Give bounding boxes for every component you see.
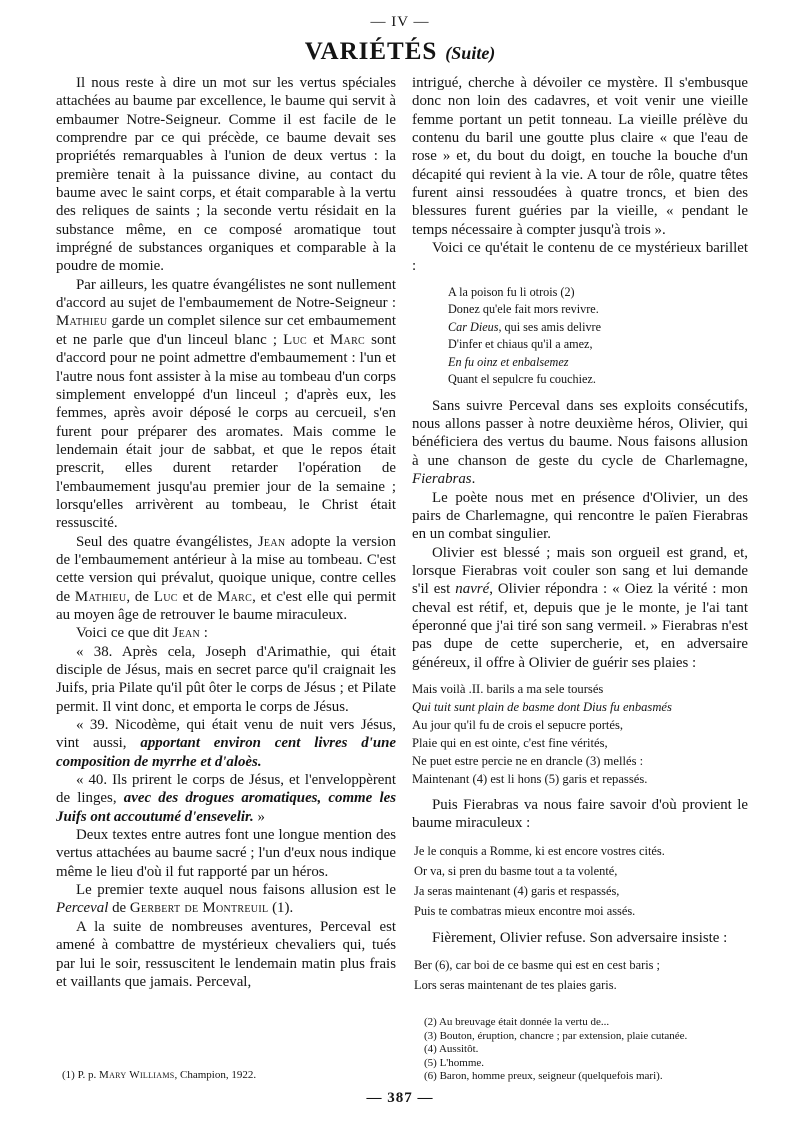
footnote: (1) P. p. Mary Williams, Champion, 1922. (62, 1069, 257, 1081)
quote-verse-38: « 38. Après cela, Joseph d'Arimathie, qui était disciple de Jésus, mais en secret parce qu'il craignait les Juifs, pria Pilate qu'il pût ôter le corps de Jésus ; et Pilate permit. Il vint donc, et emporta le corps de Jésus. (56, 643, 396, 715)
verse-line: Mais voilà .II. barils a ma sele toursés (412, 681, 604, 696)
name-luc: Luc (153, 588, 178, 605)
footnotes (424, 1016, 754, 1084)
verse-line: Quant el sepulcre fu couchiez. (448, 372, 596, 387)
verse-line: Maintenant (4) est li hons (5) garis et repassés. (412, 771, 648, 786)
name-marc: Marc (217, 588, 253, 605)
paragraph: Puis Fierabras va nous faire savoir d'où provient le baume miraculeux : (412, 796, 748, 832)
verse-line: Plaie qui en est ointe, c'est fine vérités, (412, 735, 608, 750)
right-column (412, 74, 748, 1003)
verse-line: Car Dieus, qui ses amis delivre (448, 319, 602, 334)
verse-line: Au jour qu'il fu de crois el sepucre portés, (412, 717, 624, 732)
footnote: (2) Au breuvage était donnée la vertu de... (424, 1016, 610, 1028)
paragraph: A la suite de nombreuses aventures, Perceval est amené à combattre de mystérieux chevaliers qui, tués par lui le soir, ressuscitent le lendemain matin plus frais et vaillants que jamais. Perceval, (56, 918, 396, 990)
page-title (0, 38, 800, 66)
quote-verse-39: « 39. Nicodème, qui était venu de nuit vers Jésus, vint aussi, apportant environ cent livres d'une composition de myrrhe et d'aloès. (56, 717, 396, 770)
title-suffix: (Suite) (445, 43, 496, 63)
verse-line: Puis te combatras mieux encontre moi assés. (414, 903, 636, 918)
verse-line: A la poison fu li otrois (2) (448, 284, 575, 299)
verse-line: Ne puet estre percie ne en drancle (3) mellés : (412, 753, 644, 768)
verse-block-fierabras-2 (414, 841, 748, 921)
paragraph: Le poète nous met en présence d'Olivier, un des pairs de Charlemagne, qui rencontre le païen Fierabras en un combat singulier. (412, 489, 748, 543)
name-marc: Marc (330, 331, 366, 348)
verse-line: Je le conquis a Romme, ki est encore vostres cités. (414, 843, 665, 858)
verse-line: Or va, si pren du basme tout a ta volenté, (414, 863, 618, 878)
footnote: (5) L'homme. (424, 1056, 485, 1069)
name-jean: Jean (172, 625, 201, 642)
verse-line: Donez qu'ele fait mors revivre. (448, 302, 599, 317)
section-number: — IV — (370, 14, 430, 30)
verse-line: D'infer et chiaus qu'il a amez, (448, 337, 593, 352)
verse-line: Ber (6), car boi de ce basme qui est en cest baris ; (414, 957, 660, 972)
verse-line: Ja seras maintenant (4) garis et respassés, (414, 883, 620, 898)
paragraph: Voici ce que dit Jean : (76, 625, 208, 642)
quote-verse-40: « 40. Ils prirent le corps de Jésus, et l'enveloppèrent de linges, avec des drogues aromatiques, comme les Juifs ont accoutumé d'ensevelir. » (56, 772, 396, 825)
paragraph: Le premier texte auquel nous faisons allusion est le Perceval de Gerbert de Montreuil (1). (56, 882, 396, 917)
paragraph: Par ailleurs, les quatre évangélistes ne sont nullement d'accord au sujet de l'embaumement de Notre-Seigneur : Mathieu garde un complet silence sur cet embaumement et ne parle que d'un linceul blanc ; Luc et Marc sont d'accord pour ne point admettre d'embaumement : l'un et l'autre nous font assister à la mise au tombeau d'un corps simplement enveloppé d'un linceul ; d'après eux, les femmes, après avoir déposé le corps au cercueil, s'en furent pour préparer des aromates. Mais comme le lendemain était jour de sabbat, et que le repos était prescrit, elles durent retarder l'opération de l'embaumement jusqu'au premier jour de la semaine ; lorsqu'elles arrivèrent au tombeau, le Christ était ressuscité. (56, 276, 396, 532)
verse-line: Qui tuit sunt plain de basme dont Dius fu enbasmés (412, 699, 672, 714)
paragraph: Seul des quatre évangélistes, Jean adopte la version de l'embaumement antérieur à la mise au tombeau. C'est cette version qui prévalut, quoique unique, contre celles de Mathieu, de Luc et de Marc, et c'est elle qui permit au moyen âge de retrouver le baume miraculeux. (56, 533, 396, 623)
verse-block-perceval (448, 284, 748, 389)
page-number: — 387 — (366, 1090, 434, 1106)
name-mathieu: Mathieu (74, 588, 127, 605)
verse-block-fierabras-3 (414, 955, 748, 995)
paragraph: Deux textes entre autres font une longue mention des vertus attachées au baume sacré ; l'un d'eux nous indique même le lieu d'où il fut rapporté par un héros. (56, 827, 396, 880)
name-luc: Luc (283, 331, 307, 348)
paragraph: Fièrement, Olivier refuse. Son adversaire insiste : (432, 929, 728, 946)
author-name: Gerbert de Montreuil (129, 900, 269, 917)
verse-block-fierabras-1 (412, 680, 748, 788)
footnote: (6) Baron, homme preux, seigneur (quelquefois mari). (424, 1070, 663, 1083)
verse-line: En fu oinz et enbalsemez (448, 354, 569, 369)
paragraph: Sans suivre Perceval dans ses exploits consécutifs, nous allons passer à notre deuxième héros, Olivier, qui bénéficiera des vertus du baume. Nous faisons allusion à une chanson de geste du cycle de Charlemagne, Fierabras. (412, 397, 748, 488)
verse-line: Lors seras maintenant de tes plaies garis. (414, 977, 617, 992)
footnote: (4) Aussitôt. (424, 1043, 479, 1056)
paragraph: Voici ce qu'était le contenu de ce mystérieux barillet : (412, 240, 748, 275)
paragraph: Il nous reste à dire un mot sur les vertus spéciales attachées au baume par excellence, le baume qui servit à embaumer Notre-Seigneur. Comme il est facile de le comprendre par ce qui précède, ce baume devait ses propriétés remarquables à l'union de deux vertus : la première tenait à la puissance divine, au contact du baume avec le saint corps, et était comparable à la vertu des reliques de saints ; la seconde vertu résidait en la substance même, en ce composé aromatique tout imprégné de substances organiques et comparable à la poudre de momie. (56, 75, 396, 275)
paragraph: Olivier est blessé ; mais son orgueil est grand, et, lorsque Fierabras voit couler son sang et lui demande s'il est navré, Olivier répondra : « Oiez la vérité : mon cheval est rétif, et, depuis que je le monte, je l'ai tant éperonné que j'ai tiré son sang vermeil. » Fierabras n'est pas dupe de cette supercherie, et, en adversaire généreux, il offre à Olivier de guérir ses plaies : (412, 544, 748, 671)
left-column (56, 74, 396, 991)
paragraph: intrigué, cherche à dévoiler ce mystère. Il s'embusque donc non loin des cadavres, et voit venir une vieille femme portant un petit tonneau. La vieille prélève du contenu du baril une goutte plus claire « que l'eau de rose » et, du bout du doigt, en touche la bouche d'un décapité qui revient à la vie. A tour de rôle, quatre têtes furent ainsi ressoudées à quatre troncs, et bien des blessures furent guéries par la vieille, « pendant le temps nécessaire à compter jusqu'à trois ». (412, 75, 748, 238)
name-jean: Jean (257, 533, 286, 550)
footnote: (3) Bouton, éruption, chancre ; par extension, plaie cutanée. (424, 1029, 688, 1042)
title-main: VARIÉTÉS (304, 38, 438, 65)
name-mathieu: Mathieu (56, 313, 108, 330)
